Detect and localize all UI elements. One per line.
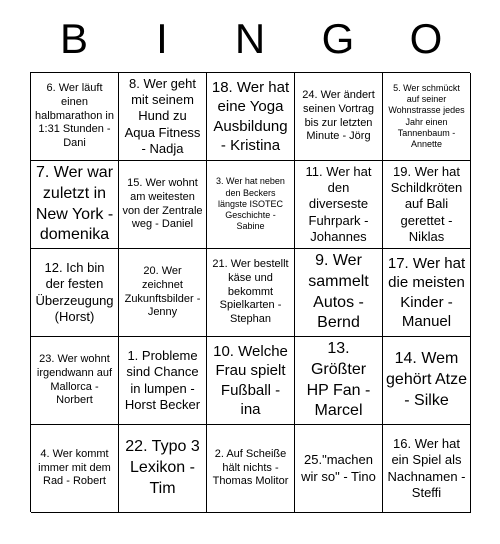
header-letter-g: G [321,15,355,62]
bingo-cell[interactable]: 15. Wer wohnt am weitesten von der Zentrale weg - Daniel [119,161,207,249]
bingo-cell[interactable]: 3. Wer hat neben den Beckers längste ISOTEC Geschichte - Sabine [207,161,295,249]
bingo-header [30,0,470,72]
header-letter-i: I [156,15,168,62]
bingo-cell[interactable]: 24. Wer ändert seinen Vortrag bis zur letzten Minute - Jörg [295,73,383,161]
bingo-cell[interactable]: 6. Wer läuft einen halbmarathon in 1:31 Stunden - Dani [31,73,119,161]
bingo-cell[interactable]: 7. Wer war zuletzt in New York - domenika [31,161,119,249]
bingo-cell[interactable]: 19. Wer hat Schildkröten auf Bali gerettet - Niklas [383,161,471,249]
bingo-cell[interactable]: 23. Wer wohnt irgendwann auf Mallorca - Norbert [31,337,119,425]
bingo-cell[interactable]: 13. Größter HP Fan - Marcel [295,337,383,425]
bingo-cell[interactable]: 9. Wer sammelt Autos - Bernd [295,249,383,337]
bingo-cell[interactable]: 20. Wer zeichnet Zukunftsbilder - Jenny [119,249,207,337]
bingo-cell[interactable]: 14. Wem gehört Atze - Silke [383,337,471,425]
bingo-cell[interactable]: 21. Wer bestellt käse und bekommt Spielkarten - Stephan [207,249,295,337]
bingo-cell[interactable]: 8. Wer geht mit seinem Hund zu Aqua Fitness - Nadja [119,73,207,161]
bingo-cell[interactable]: 17. Wer hat die meisten Kinder - Manuel [383,249,471,337]
bingo-cell[interactable]: 11. Wer hat den diverseste Fuhrpark - Johannes [295,161,383,249]
bingo-card [30,72,470,512]
bingo-cell[interactable]: 2. Auf Scheiße hält nichts - Thomas Molitor [207,425,295,513]
bingo-cell[interactable]: 25."machen wir so" - Tino [295,425,383,513]
header-letter-b: B [59,15,88,62]
bingo-cell[interactable]: 16. Wer hat ein Spiel als Nachnamen - Steffi [383,425,471,513]
bingo-cell[interactable]: 12. Ich bin der festen Überzeugung (Horst) [31,249,119,337]
bingo-cell[interactable]: 10. Welche Frau spielt Fußball - ina [207,337,295,425]
bingo-cell[interactable]: 5. Wer schmückt auf seiner Wohnstrasse jedes Jahr einen Tannenbaum - Annette [383,73,471,161]
header-letter-o: O [409,15,443,62]
bingo-cell[interactable]: 22. Typo 3 Lexikon - Tim [119,425,207,513]
bingo-cell[interactable]: 4. Wer kommt immer mit dem Rad - Robert [31,425,119,513]
header-letter-n: N [234,15,266,62]
bingo-cell[interactable]: 18. Wer hat eine Yoga Ausbildung - Kristina [207,73,295,161]
bingo-cell[interactable]: 1. Probleme sind Chance in lumpen - Horst Becker [119,337,207,425]
